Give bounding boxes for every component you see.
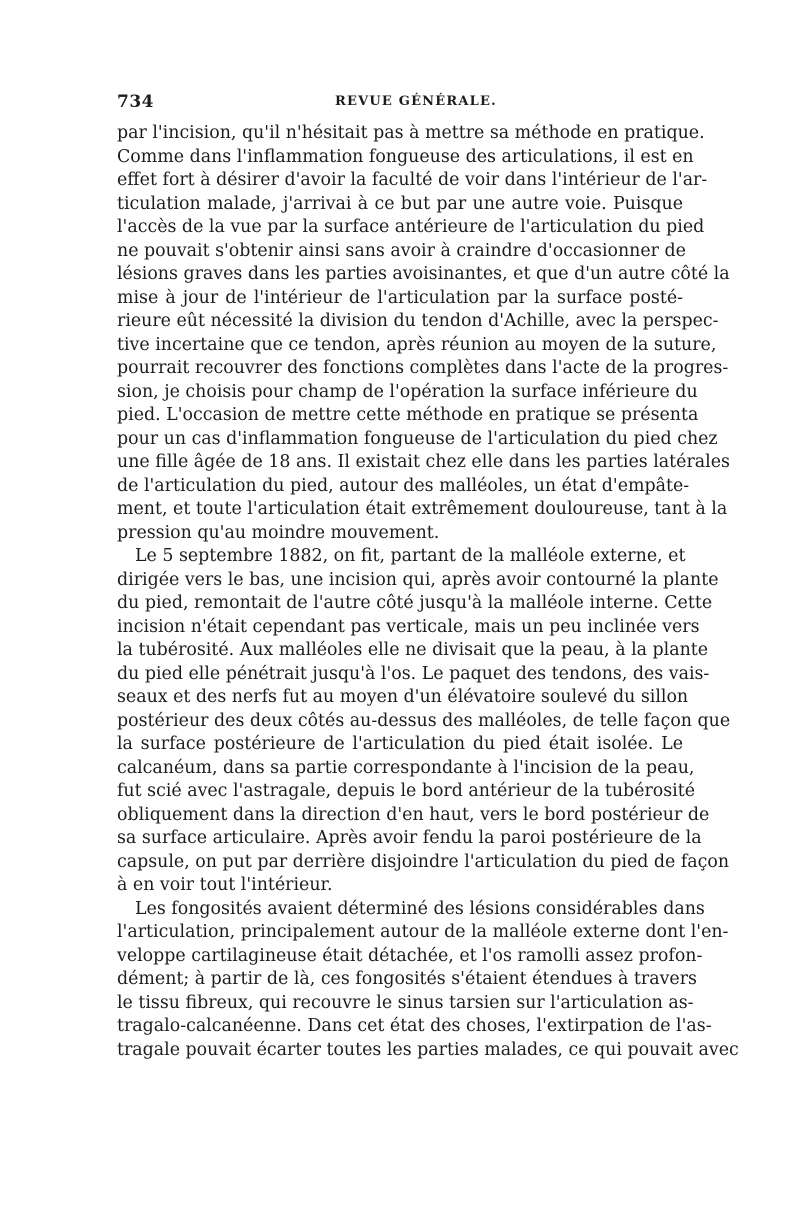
text-line: Comme dans l'inflammation fongueuse des articulations, il est en [117,146,694,167]
text-line: fut scié avec l'astragale, depuis le bord antérieur de la tubérosité [117,781,696,801]
text-line: de l'articulation du pied, autour des malléoles, un état d'empâte- [117,475,690,496]
text-line: effet fort à désirer d'avoir la faculté de voir dans l'intérieur de l'ar- [117,170,708,190]
paragraph [117,898,739,1063]
text-line: du pied, remontait de l'autre côté jusqu'à la malléole interne. Cette [117,593,713,613]
text-line: mise à jour de l'intérieur de l'articulation par la surface posté- [117,287,683,308]
text-line: ticulation malade, j'arrivai à ce but par une autre voie. Puisque [117,193,683,214]
text-line: le tissu fibreux, qui recouvre le sinus tarsien sur l'articulation as- [117,992,694,1013]
text-line: la tubérosité. Aux malléoles elle ne divisait que la peau, à la plante [117,640,709,660]
text-line: tragale pouvait écarter toutes les parties malades, ce qui pouvait avec [117,1039,739,1060]
text-line: dirigée vers le bas, une incision qui, après avoir contourné la plante [117,569,719,590]
body-text [117,122,739,1062]
text-line: Les fongosités avaient déterminé des lésions considérables dans [135,898,705,919]
running-head [117,92,683,122]
page-number: 734 [117,92,154,112]
text-line: veloppe cartilagineuse était détachée, et l'os ramolli assez profon- [117,945,703,966]
text-line: Le 5 septembre 1882, on fit, partant de la malléole externe, et [135,546,686,566]
book-page [117,92,739,1062]
text-line: tragalo-calcanéenne. Dans cet état des choses, l'extirpation de l'as- [117,1016,712,1036]
text-line: par l'incision, qu'il n'hésitait pas à mettre sa méthode en pratique. [117,123,705,143]
text-line: rieure eût nécessité la division du tendon d'Achille, avec la perspec- [117,311,719,331]
text-line: seaux et des nerfs fut au moyen d'un élévatoire soulevé du sillon [117,687,689,707]
text-line: à en voir tout l'intérieur. [117,875,333,895]
text-line: incision n'était cependant pas verticale, mais un peu inclinée vers [117,616,700,637]
paragraph [117,545,731,898]
text-line: lésions graves dans les parties avoisinantes, et que d'un autre côté la [117,264,730,284]
text-line: du pied elle pénétrait jusqu'à l'os. Le paquet des tendons, des vais- [117,663,710,684]
text-line: capsule, on put par derrière disjoindre l'articulation du pied de façon [117,851,730,872]
text-line: la surface postérieure de l'articulation du pied était isolée. Le [117,734,683,754]
paragraph [117,122,730,545]
running-title: REVUE GÉNÉRALE. [335,94,497,109]
text-line: tive incertaine que ce tendon, après réunion au moyen de la suture, [117,334,717,355]
text-line: pour un cas d'inflammation fongueuse de l'articulation du pied chez [117,428,718,449]
text-line: sa surface articulaire. Après avoir fendu la paroi postérieure de la [117,828,702,848]
text-line: ne pouvait s'obtenir ainsi sans avoir à craindre d'occasionner de [117,240,686,261]
text-line: pied. L'occasion de mettre cette méthode en pratique se présenta [117,405,699,425]
text-line: dément; à partir de là, ces fongosités s'étaient étendues à travers [117,969,697,989]
text-line: calcanéum, dans sa partie correspondante à l'incision de la peau, [117,757,695,778]
text-line: l'accès de la vue par la surface antérieure de l'articulation du pied [117,217,705,237]
text-line: pourrait recouvrer des fonctions complètes dans l'acte de la progres- [117,358,729,378]
text-line: postérieur des deux côtés au-dessus des malléoles, de telle façon que [117,710,731,731]
text-line: une fille âgée de 18 ans. Il existait chez elle dans les parties latérales [117,452,730,472]
text-line: obliquement dans la direction d'en haut, vers le bord postérieur de [117,804,710,825]
text-line: ment, et toute l'articulation était extrêmement douloureuse, tant à la [117,499,728,519]
text-line: l'articulation, principalement autour de la malléole externe dont l'en- [117,922,729,942]
text-line: sion, je choisis pour champ de l'opération la surface inférieure du [117,381,698,402]
text-line: pression qu'au moindre mouvement. [117,522,440,543]
